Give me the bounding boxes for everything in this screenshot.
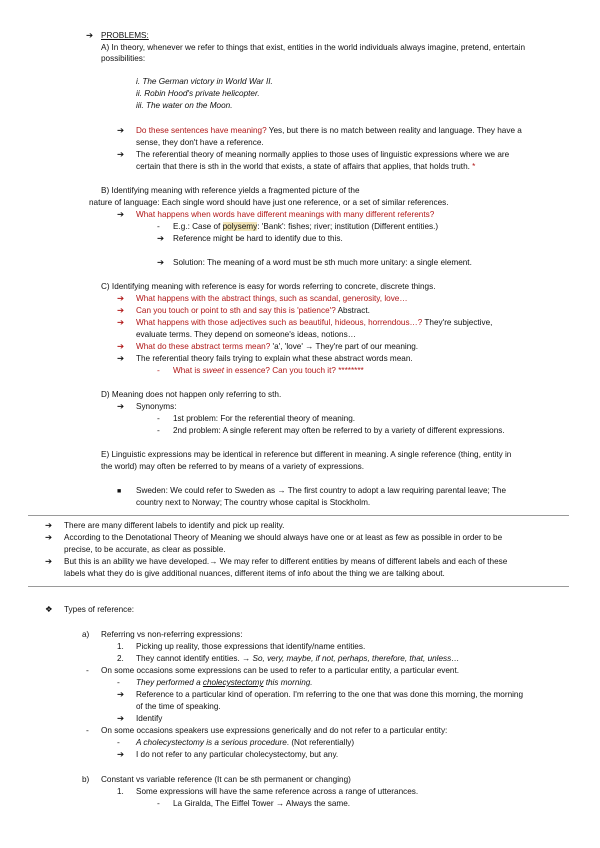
generic-example: [136, 737, 354, 748]
q3-red: What happens with those adjectives such as beautiful, hideous, horrendous…?: [136, 318, 423, 327]
first-problem: 1st problem: For the referential theory of meaning.: [173, 414, 356, 423]
problems-heading: PROBLEMS:: [101, 31, 149, 40]
perf-suffix: this morning.: [263, 678, 313, 687]
dash-bullet-icon: -: [157, 798, 160, 808]
perf-prefix: They performed a: [136, 678, 203, 687]
arrow-bullet-icon: ➔: [117, 401, 125, 411]
arrow-bullet-icon: ➔: [117, 749, 125, 759]
problem-e-line1: E) Linguistic expressions may be identical in reference but different in meaning. A single reference (thing, entity in: [101, 450, 512, 459]
constant-title: Constant vs variable reference (It can be sth permanent or changing): [101, 775, 351, 784]
reference-hard: Reference might be hard to identify due to this.: [173, 234, 343, 243]
sweet-prefix: What is: [173, 366, 203, 375]
occasion-1: On some occasions some expressions can be used to refer to a particular entity, a particular event.: [101, 666, 460, 675]
arrow-bullet-icon: ➔: [157, 257, 165, 267]
dash-bullet-icon: -: [117, 677, 120, 687]
problem-a-intro-line2: possibilities:: [101, 54, 146, 63]
question-answer: Yes, but there is no match between reality and language. They have a: [266, 126, 522, 135]
dash-bullet-icon: -: [157, 413, 160, 423]
theory-fails: The referential theory fails trying to explain what these abstract words mean.: [136, 354, 413, 363]
summary-3b: labels what they do is give additional nuances, different items of info about the thing we are talking about.: [64, 569, 445, 578]
occasion-2: On some occasions speakers use expressions generically and do not refer to a particular entity:: [101, 726, 448, 735]
operation-line2: of the time of speaking.: [136, 702, 221, 711]
sweden-line2: country next to Norway; The country whose capital is Stockholm.: [136, 498, 371, 507]
problem-b-question: What happens when words have different meanings with many different referents?: [136, 210, 435, 219]
arrow-bullet-icon: ➔: [45, 532, 53, 542]
asterisk: *: [469, 162, 476, 171]
arrow-bullet-icon: ➔: [117, 209, 125, 219]
referential-theory-line2: [136, 161, 475, 172]
q4-rest: 'a', 'love' → They're part of our meaning.: [270, 342, 419, 351]
solution-text: Solution: The meaning of a word must be sth much more unitary: a single element.: [173, 258, 472, 267]
problem-d-line1: D) Meaning does not happen only referring to sth.: [101, 390, 282, 399]
generic-italic: A cholecystectomy is a serious procedure: [136, 738, 287, 747]
arrow-bullet-icon: ➔: [117, 341, 125, 351]
problem-c-q1: What happens with the abstract things, such as scandal, generosity, love…: [136, 294, 408, 303]
problem-c-line1: C) Identifying meaning with reference is easy for words referring to concrete, discrete things.: [101, 282, 436, 291]
not-refer: I do not refer to any particular cholecystectomy, but any.: [136, 750, 339, 759]
polysemy-highlight: polysemy: [222, 222, 258, 231]
operation-line1: Reference to a particular kind of operation. I'm referring to the one that was done this morning, the morning: [136, 690, 524, 699]
dash-bullet-icon: -: [157, 221, 160, 231]
generic-rest: . (Not referentially): [286, 738, 355, 747]
problem-b-line2: nature of language: Each single word should have just one reference, or a set of similar references.: [89, 198, 449, 207]
sweet-suffix: in essence? Can you touch it? ********: [223, 366, 364, 375]
problem-c-q2: [136, 305, 370, 316]
example-2: ii. Robin Hood's private helicopter.: [136, 89, 260, 98]
divider-top: [28, 515, 569, 516]
arrow-bullet-icon: ➔: [117, 305, 125, 315]
summary-1: There are many different labels to identify and pick up reality.: [64, 521, 285, 530]
diamond-bullet-icon: ❖: [45, 604, 53, 614]
eg-suffix: : 'Bank': fishes; river; institution (Different entities.): [257, 222, 439, 231]
q2-rest: Abstract.: [335, 306, 370, 315]
perf-underlined: cholecystectomy: [202, 678, 264, 687]
dash-bullet-icon: -: [157, 425, 160, 435]
dash-bullet-icon: -: [117, 737, 120, 747]
num-1: 1.: [117, 642, 124, 651]
dash-bullet-icon: -: [86, 725, 89, 735]
dash-bullet-icon: -: [86, 665, 89, 675]
performed-example: [136, 677, 313, 688]
referential-theory-line1: The referential theory of meaning normally applies to those uses of linguistic expressions where we are: [136, 150, 510, 159]
arrow-bullet-icon: ➔: [117, 293, 125, 303]
arrow-bullet-icon: ➔: [117, 689, 125, 699]
example-3: iii. The water on the Moon.: [136, 101, 233, 110]
sweden-line1: Sweden: We could refer to Sweden as → The first country to adopt a law requiring parental leave; The: [136, 486, 507, 495]
arrow-bullet-icon: ➔: [86, 30, 94, 40]
referring-2: [136, 653, 459, 664]
summary-2a: According to the Denotational Theory of Meaning we should always have one or at least as few as possible in order to be: [64, 533, 503, 542]
second-problem: 2nd problem: A single referent may often be referred to by a variety of different expressions.: [173, 426, 505, 435]
q3-rest: They're subjective,: [422, 318, 493, 327]
types-heading: Types of reference:: [64, 605, 135, 614]
constant-1: Some expressions will have the same reference across a range of utterances.: [136, 787, 419, 796]
dash-bullet-icon: -: [157, 365, 160, 375]
problem-a-intro-line1: A) In theory, whenever we refer to things that exist, entities in the world individuals always imagine, pretend, entertain: [101, 43, 525, 52]
arrow-bullet-icon: ➔: [117, 149, 125, 159]
arrow-bullet-icon: ➔: [117, 125, 125, 135]
summary-3a: But this is an ability we have developed.→ We may refer to different entities by means of different labels and each of these: [64, 557, 508, 566]
arrow-bullet-icon: ➔: [157, 233, 165, 243]
question-red: Do these sentences have meaning?: [136, 126, 267, 135]
question-meaning-line2: sense, they don't have a reference.: [136, 138, 264, 147]
problem-c-q3: [136, 317, 492, 328]
identify-text: Identify: [136, 714, 163, 723]
eg-prefix: E.g.: Case of: [173, 222, 223, 231]
referring-title: Referring vs non-referring expressions:: [101, 630, 243, 639]
problem-c-q3-line2: evaluate terms. They depend on someone's ideas, notions…: [136, 330, 356, 339]
nonref-examples: So, very, maybe, if not, perhaps, therefore, that, unless…: [252, 654, 460, 663]
question-meaning: [136, 125, 522, 136]
divider-bottom: [28, 586, 569, 587]
arrow-bullet-icon: ➔: [45, 556, 53, 566]
sweet-italic: sweet: [202, 366, 224, 375]
problem-c-q4: [136, 341, 418, 352]
summary-2b: precise, to be accurate, as clear as possible.: [64, 545, 226, 554]
label-a: a): [82, 630, 90, 639]
label-b: b): [82, 775, 90, 784]
square-bullet-icon: ■: [117, 488, 122, 495]
referential-theory-text: certain that there is sth in the world that exists, a state of affairs that applies, that holds truth.: [136, 162, 470, 171]
num-2: 2.: [117, 654, 124, 663]
arrow-bullet-icon: ➔: [117, 317, 125, 327]
arrow-bullet-icon: ➔: [117, 713, 125, 723]
arrow-bullet-icon: ➔: [117, 353, 125, 363]
referring-1: Picking up reality, those expressions that identify/name entities.: [136, 642, 366, 651]
num-1b: 1.: [117, 787, 124, 796]
arrow-bullet-icon: ➔: [45, 520, 53, 530]
polysemy-example: [173, 221, 438, 232]
q2-red: Can you touch or point to sth and say this is 'patience'?: [136, 306, 336, 315]
q4-red: What do these abstract terms mean?: [136, 342, 271, 351]
nonref-plain: They cannot identify entities. →: [136, 654, 253, 663]
problem-b-line1: B) Identifying meaning with reference yields a fragmented picture of the: [101, 186, 360, 195]
example-1: i. The German victory in World War II.: [136, 77, 273, 86]
synonyms-label: Synonyms:: [136, 402, 177, 411]
problem-e-line2: the world) may often be referred to by means of a variety of expressions.: [101, 462, 365, 471]
giralda-example: La Giralda, The Eiffel Tower → Always the same.: [173, 799, 351, 808]
sweet-question: [173, 365, 364, 376]
